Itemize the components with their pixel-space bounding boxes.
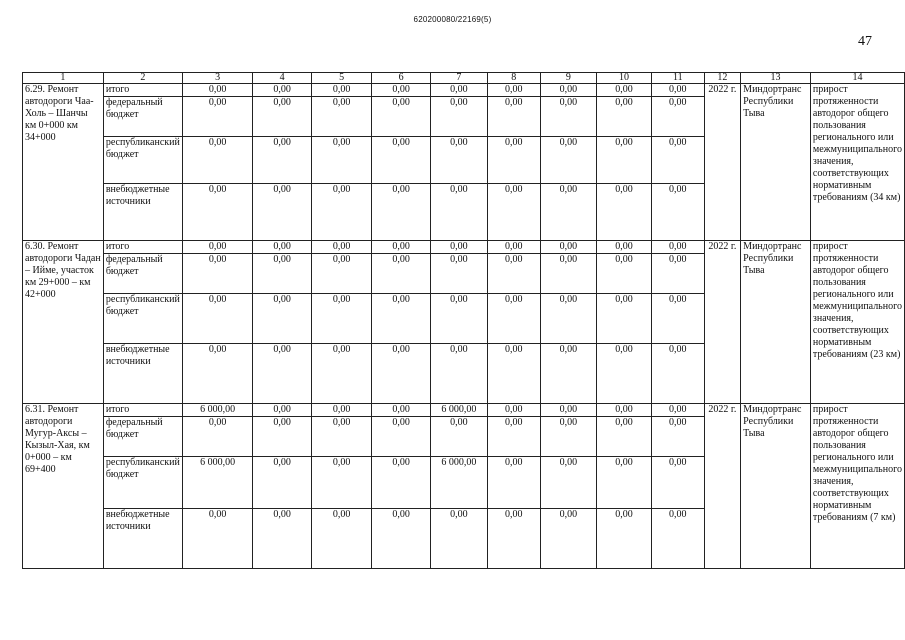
amount-cell: 0,00 xyxy=(311,294,371,344)
amount-cell: 0,00 xyxy=(372,294,431,344)
amount-cell: 0,00 xyxy=(540,241,597,254)
year-cell: 2022 г. xyxy=(704,241,741,404)
amount-cell: 0,00 xyxy=(597,137,652,184)
amount-cell: 0,00 xyxy=(597,404,652,417)
amount-cell: 0,00 xyxy=(651,84,704,97)
amount-cell: 0,00 xyxy=(487,404,540,417)
amount-cell: 0,00 xyxy=(430,97,487,137)
result-cell: прирост протяженности автодорог общего пользования регионального или межмуниципального значения, соответствующих нормативным требованиям (7 км) xyxy=(810,404,904,569)
amount-cell: 0,00 xyxy=(487,254,540,294)
year-cell: 2022 г. xyxy=(704,84,741,241)
budget-table xyxy=(22,72,905,569)
amount-cell: 0,00 xyxy=(182,509,252,569)
amount-cell: 0,00 xyxy=(597,344,652,404)
amount-cell: 0,00 xyxy=(372,137,431,184)
amount-cell: 0,00 xyxy=(182,344,252,404)
amount-cell: 6 000,00 xyxy=(182,404,252,417)
funding-source: внебюджетные источники xyxy=(103,509,182,569)
amount-cell: 0,00 xyxy=(597,417,652,457)
measure-name: 6.29. Ремонт автодороги Чаа-Холь – Шанчы км 0+000 км 34+000 xyxy=(23,84,104,241)
amount-cell: 0,00 xyxy=(253,137,312,184)
year-cell: 2022 г. xyxy=(704,404,741,569)
amount-cell: 0,00 xyxy=(311,417,371,457)
amount-cell: 0,00 xyxy=(253,97,312,137)
amount-cell: 0,00 xyxy=(651,344,704,404)
amount-cell: 0,00 xyxy=(487,184,540,241)
amount-cell: 0,00 xyxy=(651,294,704,344)
amount-cell: 0,00 xyxy=(540,184,597,241)
amount-cell: 6 000,00 xyxy=(182,457,252,509)
amount-cell: 0,00 xyxy=(651,417,704,457)
amount-cell: 0,00 xyxy=(182,254,252,294)
column-header-13: 13 xyxy=(741,73,811,84)
amount-cell: 0,00 xyxy=(253,509,312,569)
amount-cell: 0,00 xyxy=(540,137,597,184)
amount-cell: 0,00 xyxy=(311,84,371,97)
amount-cell: 0,00 xyxy=(540,417,597,457)
amount-cell: 0,00 xyxy=(372,417,431,457)
amount-cell: 0,00 xyxy=(430,417,487,457)
amount-cell: 0,00 xyxy=(540,509,597,569)
amount-cell: 0,00 xyxy=(253,294,312,344)
amount-cell: 0,00 xyxy=(430,294,487,344)
amount-cell: 0,00 xyxy=(372,241,431,254)
amount-cell: 0,00 xyxy=(311,404,371,417)
amount-cell: 0,00 xyxy=(597,509,652,569)
funding-source: республиканский бюджет xyxy=(103,294,182,344)
column-header-9: 9 xyxy=(540,73,597,84)
table-row xyxy=(23,241,905,254)
amount-cell: 0,00 xyxy=(487,344,540,404)
amount-cell: 0,00 xyxy=(372,254,431,294)
column-header-1: 1 xyxy=(23,73,104,84)
amount-cell: 0,00 xyxy=(487,457,540,509)
result-cell: прирост протяженности автодорог общего пользования регионального или межмуниципального значения, соответствующих нормативным требованиям (23 км) xyxy=(810,241,904,404)
column-header-7: 7 xyxy=(430,73,487,84)
column-header-14: 14 xyxy=(810,73,904,84)
amount-cell: 0,00 xyxy=(597,84,652,97)
funding-source: внебюджетные источники xyxy=(103,344,182,404)
amount-cell: 0,00 xyxy=(540,294,597,344)
amount-cell: 0,00 xyxy=(372,84,431,97)
amount-cell: 0,00 xyxy=(430,344,487,404)
amount-cell: 0,00 xyxy=(430,241,487,254)
table-header-row xyxy=(23,73,905,84)
amount-cell: 0,00 xyxy=(430,184,487,241)
amount-cell: 0,00 xyxy=(430,84,487,97)
amount-cell: 0,00 xyxy=(487,509,540,569)
amount-cell: 0,00 xyxy=(487,294,540,344)
amount-cell: 0,00 xyxy=(182,294,252,344)
amount-cell: 0,00 xyxy=(311,241,371,254)
amount-cell: 0,00 xyxy=(597,184,652,241)
amount-cell: 0,00 xyxy=(253,241,312,254)
funding-source: итого xyxy=(103,241,182,254)
amount-cell: 0,00 xyxy=(430,509,487,569)
amount-cell: 0,00 xyxy=(487,137,540,184)
amount-cell: 0,00 xyxy=(430,137,487,184)
amount-cell: 0,00 xyxy=(311,457,371,509)
amount-cell: 0,00 xyxy=(540,344,597,404)
column-header-10: 10 xyxy=(597,73,652,84)
measure-name: 6.31. Ремонт автодороги Мугур-Аксы – Кызыл-Хая, км 0+000 – км 69+400 xyxy=(23,404,104,569)
amount-cell: 0,00 xyxy=(597,241,652,254)
column-header-11: 11 xyxy=(651,73,704,84)
document-id: 620200080/22169(5) xyxy=(413,15,492,24)
amount-cell: 0,00 xyxy=(540,84,597,97)
amount-cell: 0,00 xyxy=(372,404,431,417)
amount-cell: 0,00 xyxy=(182,184,252,241)
amount-cell: 0,00 xyxy=(372,97,431,137)
amount-cell: 0,00 xyxy=(540,254,597,294)
funding-source: итого xyxy=(103,404,182,417)
executor-cell: Миндортранс Республики Тыва xyxy=(741,84,811,241)
amount-cell: 0,00 xyxy=(372,509,431,569)
amount-cell: 0,00 xyxy=(651,241,704,254)
column-header-6: 6 xyxy=(372,73,431,84)
column-header-3: 3 xyxy=(182,73,252,84)
funding-source: внебюджетные источники xyxy=(103,184,182,241)
funding-source: федеральный бюджет xyxy=(103,417,182,457)
amount-cell: 0,00 xyxy=(372,457,431,509)
funding-source: федеральный бюджет xyxy=(103,254,182,294)
amount-cell: 6 000,00 xyxy=(430,457,487,509)
amount-cell: 0,00 xyxy=(651,97,704,137)
amount-cell: 0,00 xyxy=(372,184,431,241)
amount-cell: 0,00 xyxy=(311,254,371,294)
amount-cell: 0,00 xyxy=(487,241,540,254)
amount-cell: 0,00 xyxy=(311,509,371,569)
amount-cell: 0,00 xyxy=(540,457,597,509)
page-number: 47 xyxy=(858,34,872,49)
amount-cell: 0,00 xyxy=(182,417,252,457)
amount-cell: 0,00 xyxy=(253,84,312,97)
column-header-2: 2 xyxy=(103,73,182,84)
amount-cell: 0,00 xyxy=(597,97,652,137)
result-cell: прирост протяженности автодорог общего пользования регионального или межмуниципального значения, соответствующих нормативным требованиям (34 км) xyxy=(810,84,904,241)
amount-cell: 0,00 xyxy=(311,97,371,137)
amount-cell: 0,00 xyxy=(253,254,312,294)
amount-cell: 0,00 xyxy=(597,457,652,509)
amount-cell: 0,00 xyxy=(430,254,487,294)
amount-cell: 0,00 xyxy=(253,417,312,457)
executor-cell: Миндортранс Республики Тыва xyxy=(741,241,811,404)
amount-cell: 0,00 xyxy=(253,344,312,404)
amount-cell: 0,00 xyxy=(540,97,597,137)
funding-source: республиканский бюджет xyxy=(103,137,182,184)
amount-cell: 0,00 xyxy=(597,294,652,344)
amount-cell: 0,00 xyxy=(253,404,312,417)
measure-name: 6.30. Ремонт автодороги Чадан – Ийме, участок км 29+000 – км 42+000 xyxy=(23,241,104,404)
amount-cell: 0,00 xyxy=(253,184,312,241)
table-row xyxy=(23,404,905,417)
amount-cell: 0,00 xyxy=(311,137,371,184)
amount-cell: 0,00 xyxy=(651,137,704,184)
amount-cell: 0,00 xyxy=(540,404,597,417)
amount-cell: 0,00 xyxy=(651,509,704,569)
amount-cell: 0,00 xyxy=(182,241,252,254)
table-row xyxy=(23,84,905,97)
amount-cell: 0,00 xyxy=(311,184,371,241)
amount-cell: 0,00 xyxy=(597,254,652,294)
amount-cell: 6 000,00 xyxy=(430,404,487,417)
amount-cell: 0,00 xyxy=(651,184,704,241)
column-header-5: 5 xyxy=(311,73,371,84)
table-body xyxy=(23,73,905,569)
column-header-12: 12 xyxy=(704,73,741,84)
amount-cell: 0,00 xyxy=(487,417,540,457)
amount-cell: 0,00 xyxy=(651,254,704,294)
amount-cell: 0,00 xyxy=(182,137,252,184)
column-header-8: 8 xyxy=(487,73,540,84)
amount-cell: 0,00 xyxy=(487,84,540,97)
amount-cell: 0,00 xyxy=(651,404,704,417)
amount-cell: 0,00 xyxy=(311,344,371,404)
funding-source: республиканский бюджет xyxy=(103,457,182,509)
amount-cell: 0,00 xyxy=(651,457,704,509)
amount-cell: 0,00 xyxy=(253,457,312,509)
amount-cell: 0,00 xyxy=(487,97,540,137)
executor-cell: Миндортранс Республики Тыва xyxy=(741,404,811,569)
amount-cell: 0,00 xyxy=(372,344,431,404)
amount-cell: 0,00 xyxy=(182,97,252,137)
amount-cell: 0,00 xyxy=(182,84,252,97)
funding-source: федеральный бюджет xyxy=(103,97,182,137)
column-header-4: 4 xyxy=(253,73,312,84)
funding-source: итого xyxy=(103,84,182,97)
